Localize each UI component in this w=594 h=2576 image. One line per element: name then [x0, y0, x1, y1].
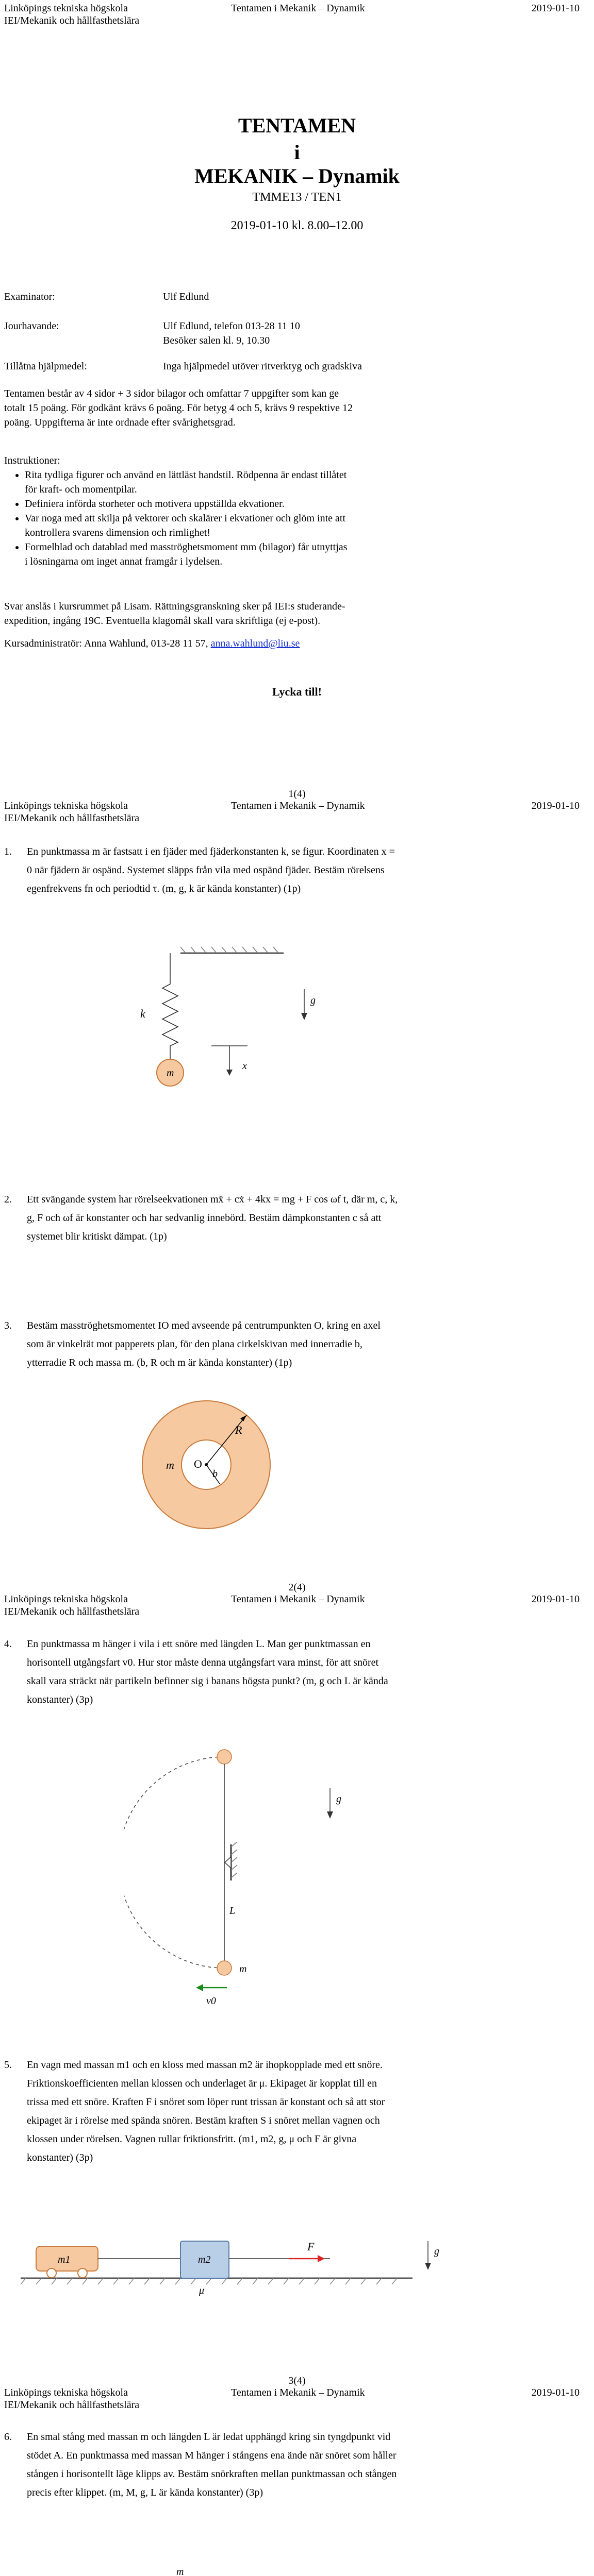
- answers-line-2: expedition, ingång 19C. Eventuella klagomål skall vara skriftliga (ej e-post).: [4, 615, 321, 626]
- label-O: O: [194, 1458, 202, 1470]
- oncall-label: Jourhavande:: [4, 320, 59, 332]
- instruction-item: • Rita tydliga figurer och använd en lättläst handstil. Rödpenna är endast tillåtet för kraft- och momentpilar.: [25, 468, 478, 497]
- label-k: k: [140, 1007, 145, 1020]
- label-m2: m2: [198, 2254, 211, 2265]
- label-mu: μ: [199, 2285, 205, 2296]
- label-m1: m1: [58, 2254, 71, 2265]
- exam-datetime: 2019-01-10 kl. 8.00–12.00: [230, 219, 364, 232]
- figure-rod-mass: [26, 2565, 438, 2576]
- exam-description: [4, 386, 353, 430]
- label-m: m: [176, 2566, 184, 2576]
- instructions: [4, 453, 478, 569]
- figure-spring-mass: [119, 943, 335, 1144]
- examiner-name: Ulf Edlund: [163, 291, 209, 302]
- examiner-label: Examinator:: [4, 291, 55, 302]
- figure-annular-disk: [103, 1388, 309, 1543]
- label-m: m: [239, 1963, 247, 1975]
- instruction-item: • Var noga med att skilja på vektorer och skalärer i ekvationer och glöm inte att kontrollera svarens dimension och rimlighet!: [25, 511, 478, 540]
- instructions-list: [4, 468, 478, 569]
- label-b: b: [212, 1468, 218, 1480]
- answers-info: [4, 599, 345, 628]
- aids-text: Inga hjälpmedel utöver ritverktyg och gradskiva: [163, 361, 362, 372]
- label-g: g: [434, 2246, 439, 2257]
- answers-line-1: Svar anslås i kursrummet på Lisam. Rättningsgranskning sker på IEI:s studerande-: [4, 601, 345, 612]
- page-number: 1(4): [288, 788, 306, 800]
- figure-cart-block: [21, 2221, 454, 2303]
- page-4: 3(4) Linköpings tekniska högskola IEI/Mekanik och hållfasthetslära Tentamen i Mekanik – Dynamik 2019-01-10 6. En smal stång med massan m och längden L är ledat upphängd kring sin tyngdpunkt vid stödet A. En punktmassa med massan M hänger i stångens ena ände när snöret som håller stången i horisontellt läge klipps av. Bestäm snörkraften mellan punktmassan och stången precis efter klippet. (m, M, g, L är kända konstanter) (3p) m: [0, 2375, 594, 2576]
- header-date: 2019-01-10: [531, 3, 580, 14]
- spring: [162, 953, 178, 1059]
- desc-line-3: poäng. Uppgifterna är inte ordnade efter svårighetsgrad.: [4, 417, 236, 428]
- admin-email-link[interactable]: anna.wahlund@liu.se: [210, 638, 300, 649]
- oncall-visit: Besöker salen kl. 9, 10.30: [163, 335, 270, 346]
- page-3: 2(4) Linköpings tekniska högskola IEI/Mekanik och hållfasthetslära Tentamen i Mekanik – Dynamik 2019-01-10 4. En punktmassa m hänger i vila i ett snöre med längden L. Man ger punktmassan en horisontell utgångsfart v0. Hur stor måste denna utgångsfart vara minst, för att snöret skall vara sträckt när partikeln befinner sig i banans högsta punkt? (m, g och L är kända konstanter) (3p) L m v0 g 5. En vagn med massan m1 och en kloss med massan m2 är ihopkopplade med ett snöre. Friktionskoefficienten mellan klossen och underlaget är μ. Ekipaget är kopplat till en trissa med ett snöre. Kraften F i snöret som löper runt trissan är konstant och så att stor ekipaget är i rörelse med spända snören. Bestäm kraften S i snöret mellan vagnen och klossen under rörelsen. Vagnen rullar friktionsfritt. (m1, m2, g, μ och F är givna konstanter) (3p) m1 m2 F μ g: [0, 1582, 594, 2375]
- label-v0: v0: [206, 1995, 216, 2007]
- desc-line-2: totalt 15 poäng. För godkänt krävs 6 poäng. För betyg 4 och 5, krävs 9 respektive 12: [4, 402, 353, 414]
- label-x: x: [242, 1060, 247, 1072]
- exam-title: TENTAMEN: [238, 114, 356, 137]
- header-university: Linköpings tekniska högskola: [4, 3, 128, 14]
- label-F: F: [307, 2240, 315, 2253]
- exam-subject: MEKANIK – Dynamik: [194, 164, 400, 188]
- instruction-item: • Formelblad och datablad med masströghetsmoment mm (bilagor) får utnyttjas i lösningarna om inget annat framgår i lydelsen.: [25, 540, 478, 569]
- label-m: m: [167, 1067, 174, 1079]
- label-m: m: [166, 1459, 174, 1471]
- page-2: 1(4) Linköpings tekniska högskola IEI/Mekanik och hållfasthetslära Tentamen i Mekanik – Dynamik 2019-01-10 1. En punktmassa m är fastsatt i en fjäder med fjäderkonstanten k, se figur. Koordinaten x = 0 när fjädern är ospänd. Systemet släpps från vila med ospänd fjäder. Bestäm rörelsens egenfrekvens fn och periodtid τ. (m, g, k är kända konstanter) (1p) k m x g 2. Ett svängande system har rörelseekvationen mẍ + cẋ + 4kx = mg + F cos ωf t, där m, c, k, g, F och ωf är konstanter och har sedvanlig innebörd. Bestäm dämpkonstanten c så att systemet blir kritiskt dämpat. (1p) 3. Bestäm masströghetsmomentet IO med avseende på centrumpunkten O, kring en axel som är vinkelrät mot papperets plan, för den plana cirkelskivan med innerradie b, ytterradie R och massa m. (b, R och m är kända konstanter) (1p) R m O b: [0, 788, 594, 1582]
- good-luck: Lycka till!: [272, 685, 322, 698]
- header-department: IEI/Mekanik och hållfasthetslära: [4, 15, 140, 26]
- instructions-label: Instruktioner:: [4, 455, 60, 466]
- page-1: [0, 0, 594, 788]
- instruction-item: • Definiera införda storheter och motivera uppställda ekvationer.: [25, 497, 478, 511]
- oncall-phone: Ulf Edlund, telefon 013-28 11 10: [163, 320, 300, 332]
- admin-text: Kursadministratör: Anna Wahlund, 013-28 11 57,: [4, 638, 208, 649]
- course-code: TMME13 / TEN1: [252, 191, 342, 204]
- aids-label: Tillåtna hjälpmedel:: [4, 361, 87, 372]
- course-admin: [4, 636, 300, 651]
- label-R: R: [235, 1423, 242, 1436]
- exam-title-i: i: [294, 141, 300, 164]
- label-L: L: [229, 1905, 236, 1917]
- label-g: g: [310, 995, 316, 1006]
- desc-line-1: Tentamen består av 4 sidor + 3 sidor bilagor och omfattar 7 uppgifter som kan ge: [4, 388, 339, 399]
- header-title: Tentamen i Mekanik – Dynamik: [231, 3, 365, 14]
- pendulum-mass: [217, 1961, 232, 1975]
- page-number: 3(4): [288, 2375, 306, 2386]
- figure-pendulum: [124, 1741, 351, 2020]
- page-number: 2(4): [288, 1582, 306, 1593]
- label-g: g: [336, 1793, 341, 1805]
